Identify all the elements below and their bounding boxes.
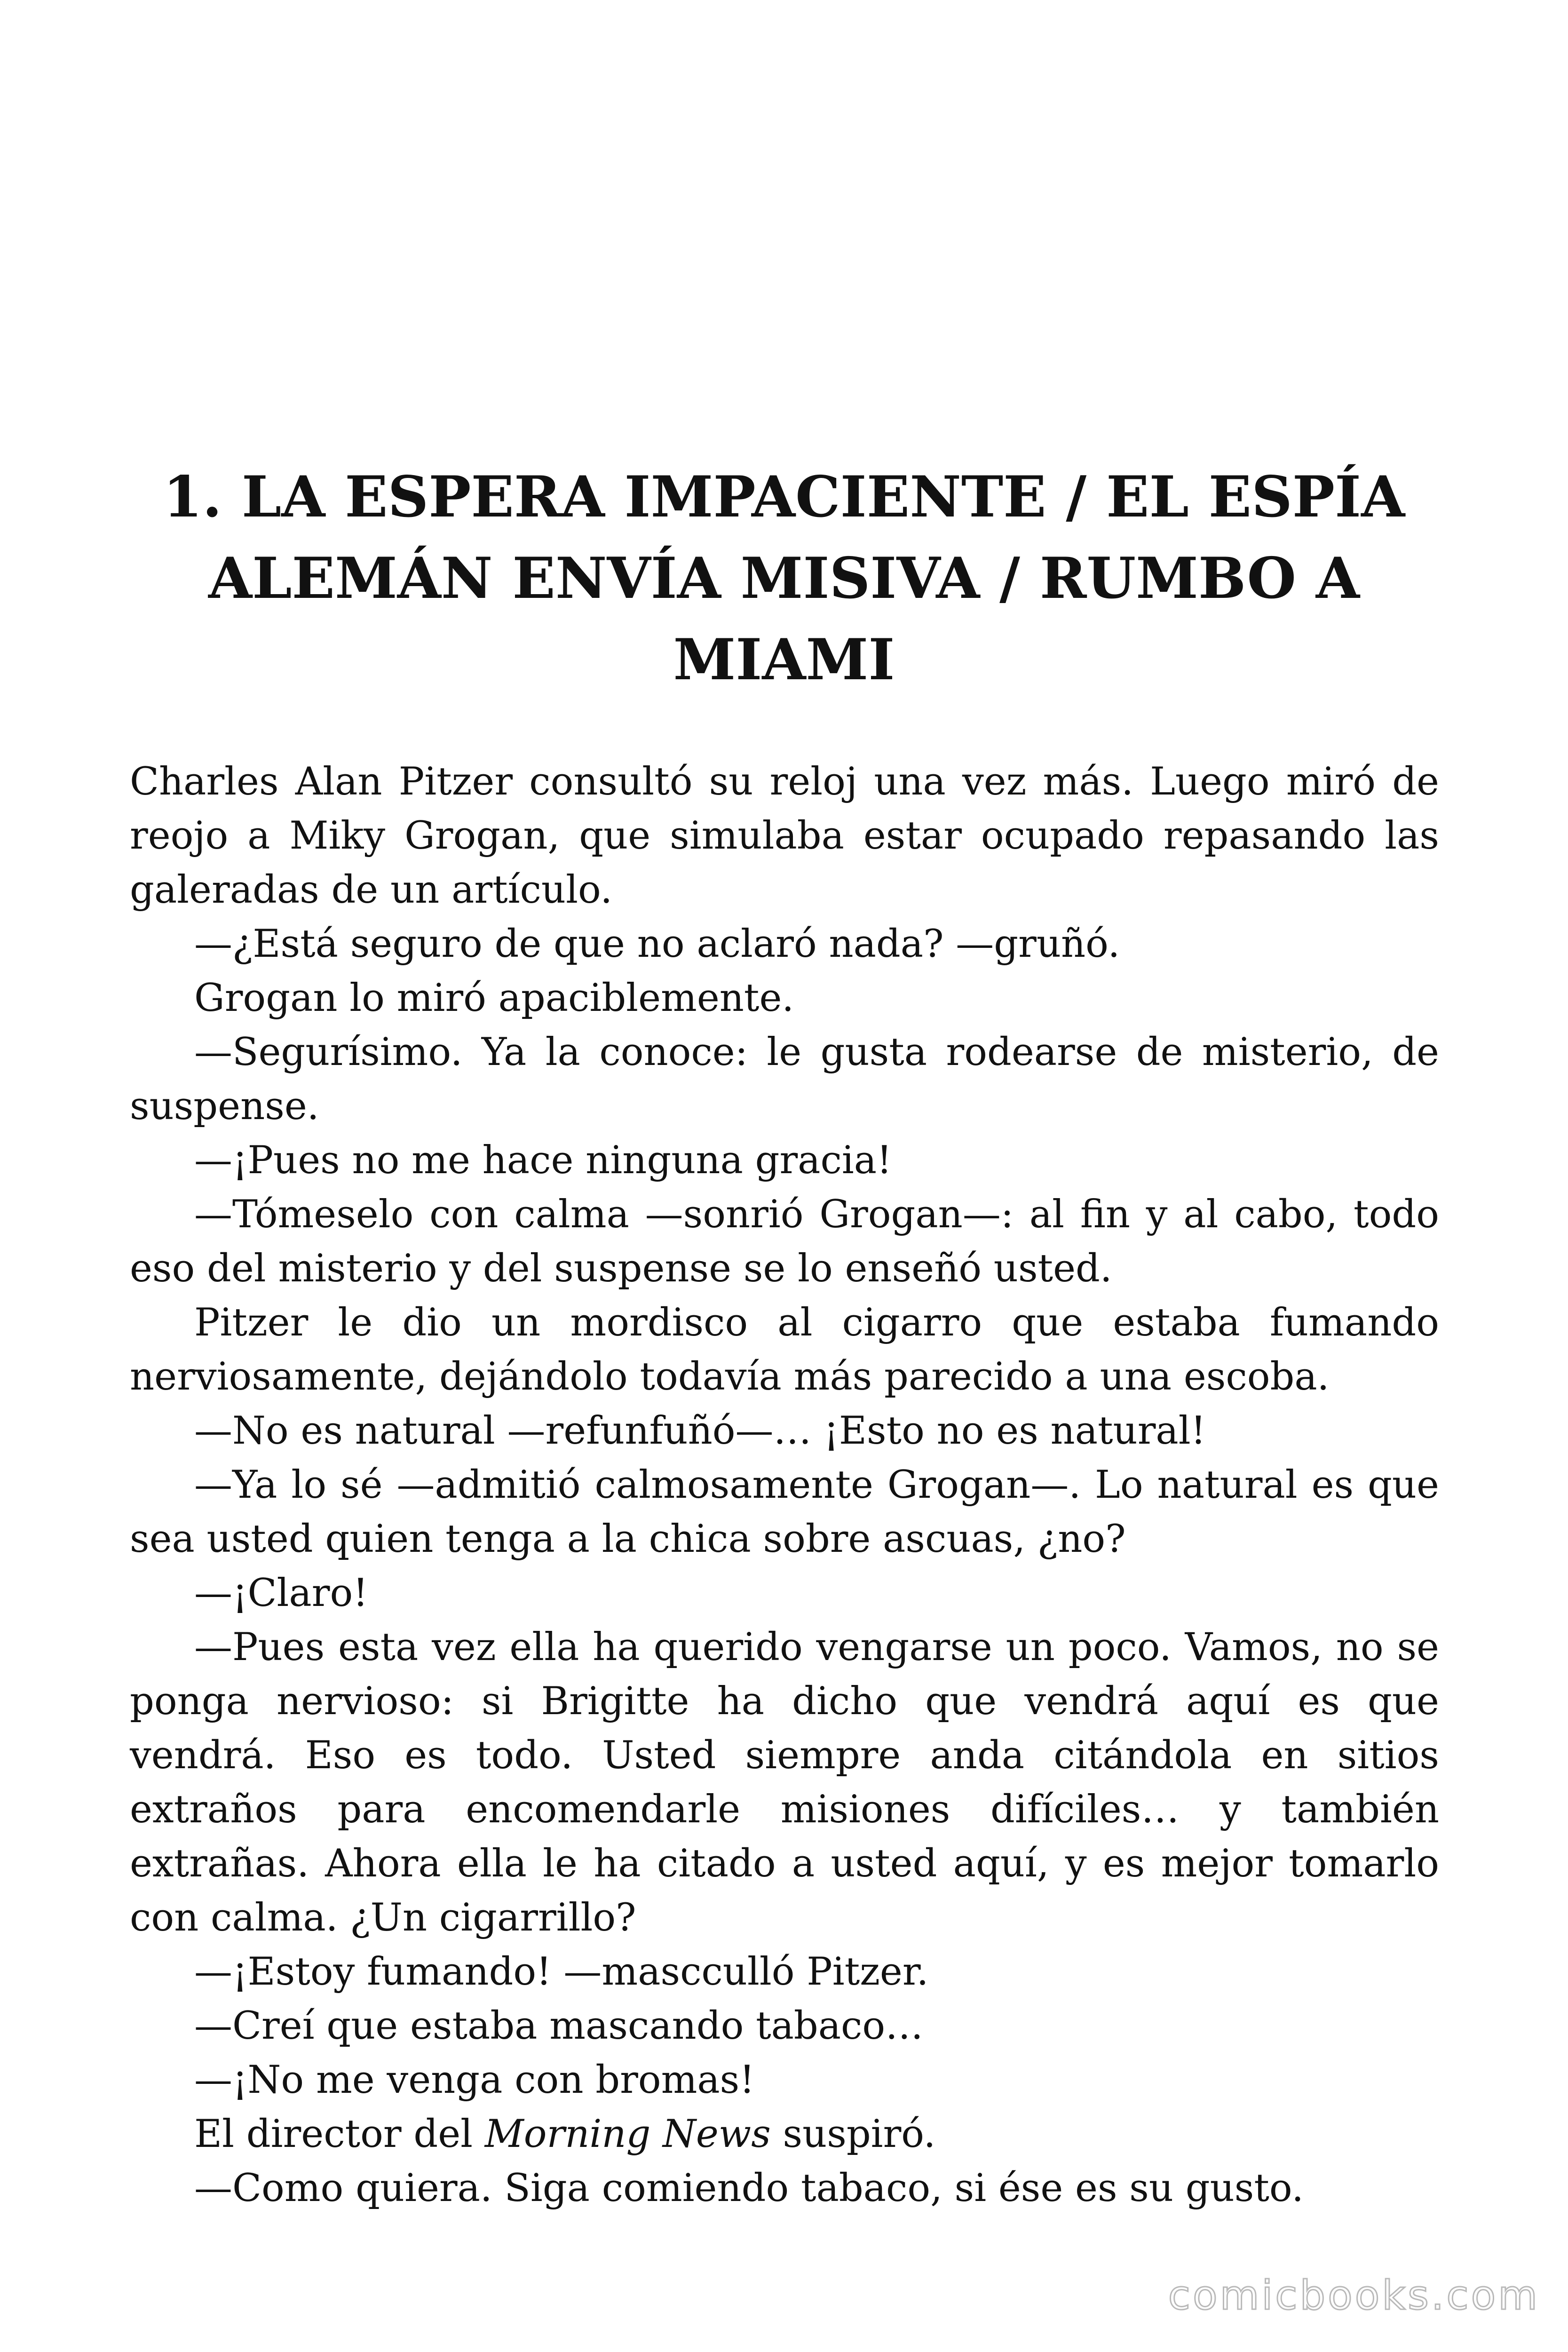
chapter-title-line-3: MIAMI <box>673 627 895 693</box>
newspaper-name: Morning News <box>484 2112 771 2156</box>
director-line-before: El director del <box>194 2112 485 2156</box>
paragraph: —Como quiera. Siga comiendo tabaco, si ése es su gusto. <box>194 2166 1304 2210</box>
paragraph: —Creí que estaba mascando tabaco… <box>194 2004 924 2048</box>
paragraph: —¡Claro! <box>194 1571 368 1615</box>
body-text <box>130 755 1439 2216</box>
paragraph: Pitzer le dio un mordisco al cigarro que estaba fumando nerviosamente, dejándolo todavía más parecido a una escoba. <box>130 1301 1439 1399</box>
paragraph: —Pues esta vez ella ha querido vengarse un poco. Vamos, no se ponga nervioso: si Brigitte ha dicho que vendrá aquí es que vendrá. Eso es todo. Usted siempre anda citándola en sitios extraños para encomendarle misiones difíciles… y también extrañas. Ahora ella le ha citado a usted aquí, y es mejor tomarlo con calma. ¿Un cigarrillo? <box>130 1625 1439 1940</box>
paragraph: —¡Pues no me hace ninguna gracia! <box>194 1138 892 1183</box>
director-line-after: suspiró. <box>770 2112 936 2156</box>
paragraph: —Segurísimo. Ya la conoce: le gusta rodearse de misterio, de suspense. <box>130 1030 1439 1128</box>
paragraph: —¡Estoy fumando! —mascculló Pitzer. <box>194 1950 929 1994</box>
paragraph: —¡No me venga con bromas! <box>194 2058 755 2102</box>
watermark-logo: comicbooks.com <box>1168 2272 1540 2319</box>
paragraph: Charles Alan Pitzer consultó su reloj una vez más. Luego miró de reojo a Miky Grogan, que simulaba estar ocupado repasando las galeradas de un artículo. <box>130 760 1439 912</box>
chapter-title <box>132 456 1436 700</box>
paragraph: Grogan lo miró apaciblemente. <box>194 976 794 1020</box>
paragraph: —Tómeselo con calma —sonrió Grogan—: al fin y al cabo, todo eso del misterio y del suspense se lo enseñó usted. <box>130 1192 1439 1291</box>
paragraph-director <box>130 2107 1439 2161</box>
chapter-title-line-2: ALEMÁN ENVÍA MISIVA / RUMBO A <box>208 545 1360 612</box>
paragraph: —¿Está seguro de que no aclaró nada? —gruñó. <box>194 922 1120 966</box>
chapter-title-line-1: 1. LA ESPERA IMPACIENTE / EL ESPÍA <box>163 464 1405 530</box>
paragraph: —Ya lo sé —admitió calmosamente Grogan—. Lo natural es que sea usted quien tenga a la chica sobre ascuas, ¿no? <box>130 1463 1439 1561</box>
paragraph: —No es natural —refunfuñó—… ¡Esto no es natural! <box>194 1409 1206 1453</box>
